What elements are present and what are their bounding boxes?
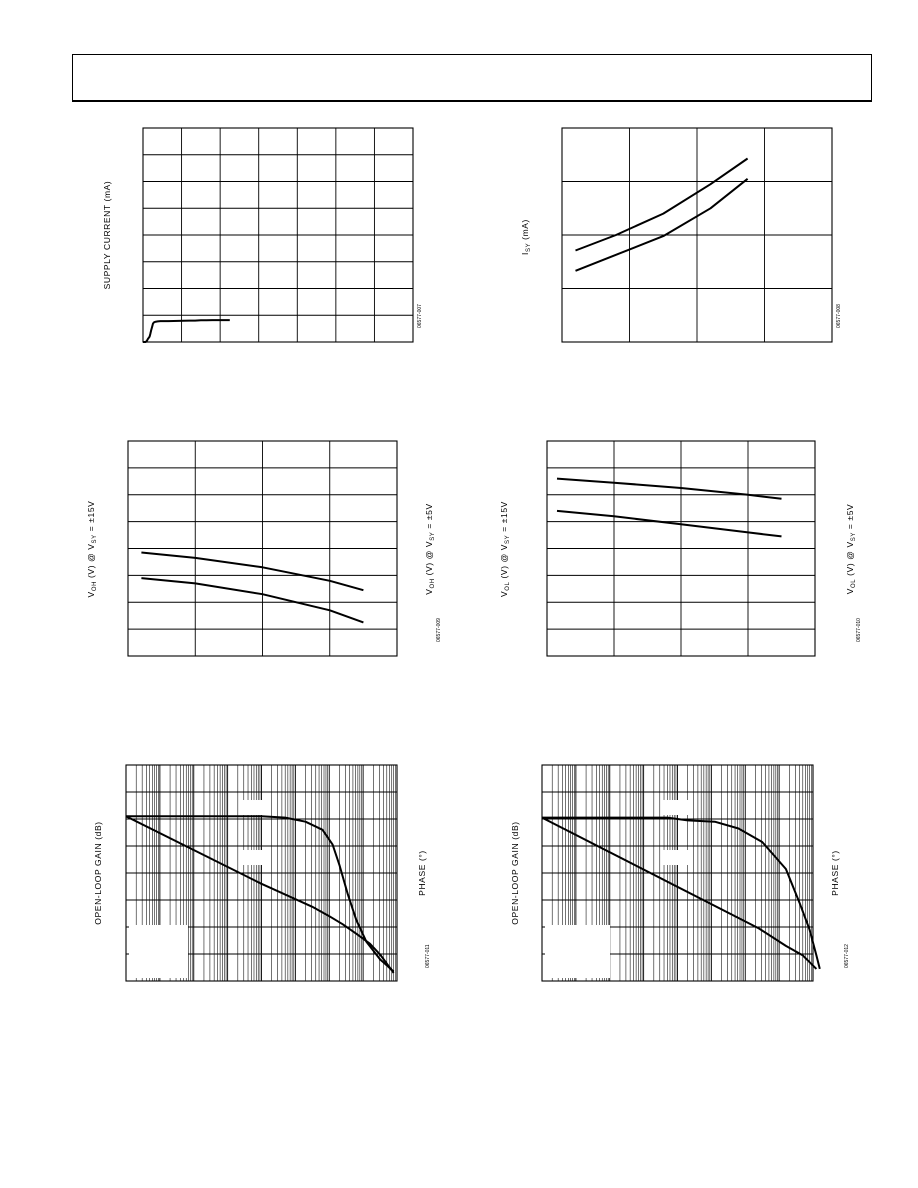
figure-id: 06577-009 <box>436 618 442 642</box>
chart-6 <box>510 765 850 981</box>
y-axis-label: $V_{OH}$ (V) @ $V_{SY} = \pm 15V$ <box>86 500 98 598</box>
figure-id: 06577-010 <box>856 618 862 642</box>
secondary-y-axis-label: PHASE (°) <box>830 850 840 896</box>
blank-label-area <box>240 800 268 815</box>
figure-id: 06577-007 <box>417 304 423 328</box>
y-axis-label: $V_{OL}$ (V) @ $V_{SY} = \pm 15V$ <box>499 501 511 597</box>
secondary-y-axis-label: PHASE (°) <box>417 850 427 896</box>
blank-label-area <box>240 850 268 865</box>
y-axis-label: $I_{SY}$ (mA) <box>520 219 532 255</box>
blank-label-area <box>545 925 610 978</box>
secondary-y-axis-label: $V_{OL}$ (V) @ $V_{SY} = \pm 5V$ <box>845 503 857 595</box>
blank-label-area <box>662 800 690 815</box>
chart-3 <box>86 441 442 656</box>
blank-label-area <box>662 850 690 865</box>
series-line-1 <box>143 320 230 342</box>
secondary-y-axis-label: $V_{OH}$ (V) @ $V_{SY} = \pm 5V$ <box>424 503 436 595</box>
y-axis-label: SUPPLY CURRENT (mA) <box>102 180 112 290</box>
figure-id: 06577-011 <box>425 944 431 968</box>
blank-label-area <box>129 925 188 978</box>
chart-4 <box>499 441 862 656</box>
y-axis-label: OPEN-LOOP GAIN (dB) <box>510 821 520 925</box>
y-axis-label: OPEN-LOOP GAIN (dB) <box>93 821 103 925</box>
figure-id: 06577-008 <box>836 304 842 328</box>
chart-5 <box>93 765 431 981</box>
series-line-2 <box>576 179 748 271</box>
charts-layer <box>86 128 862 981</box>
chart-2 <box>520 128 842 342</box>
chart-1 <box>102 128 423 342</box>
figure-id: 06577-012 <box>844 944 850 968</box>
